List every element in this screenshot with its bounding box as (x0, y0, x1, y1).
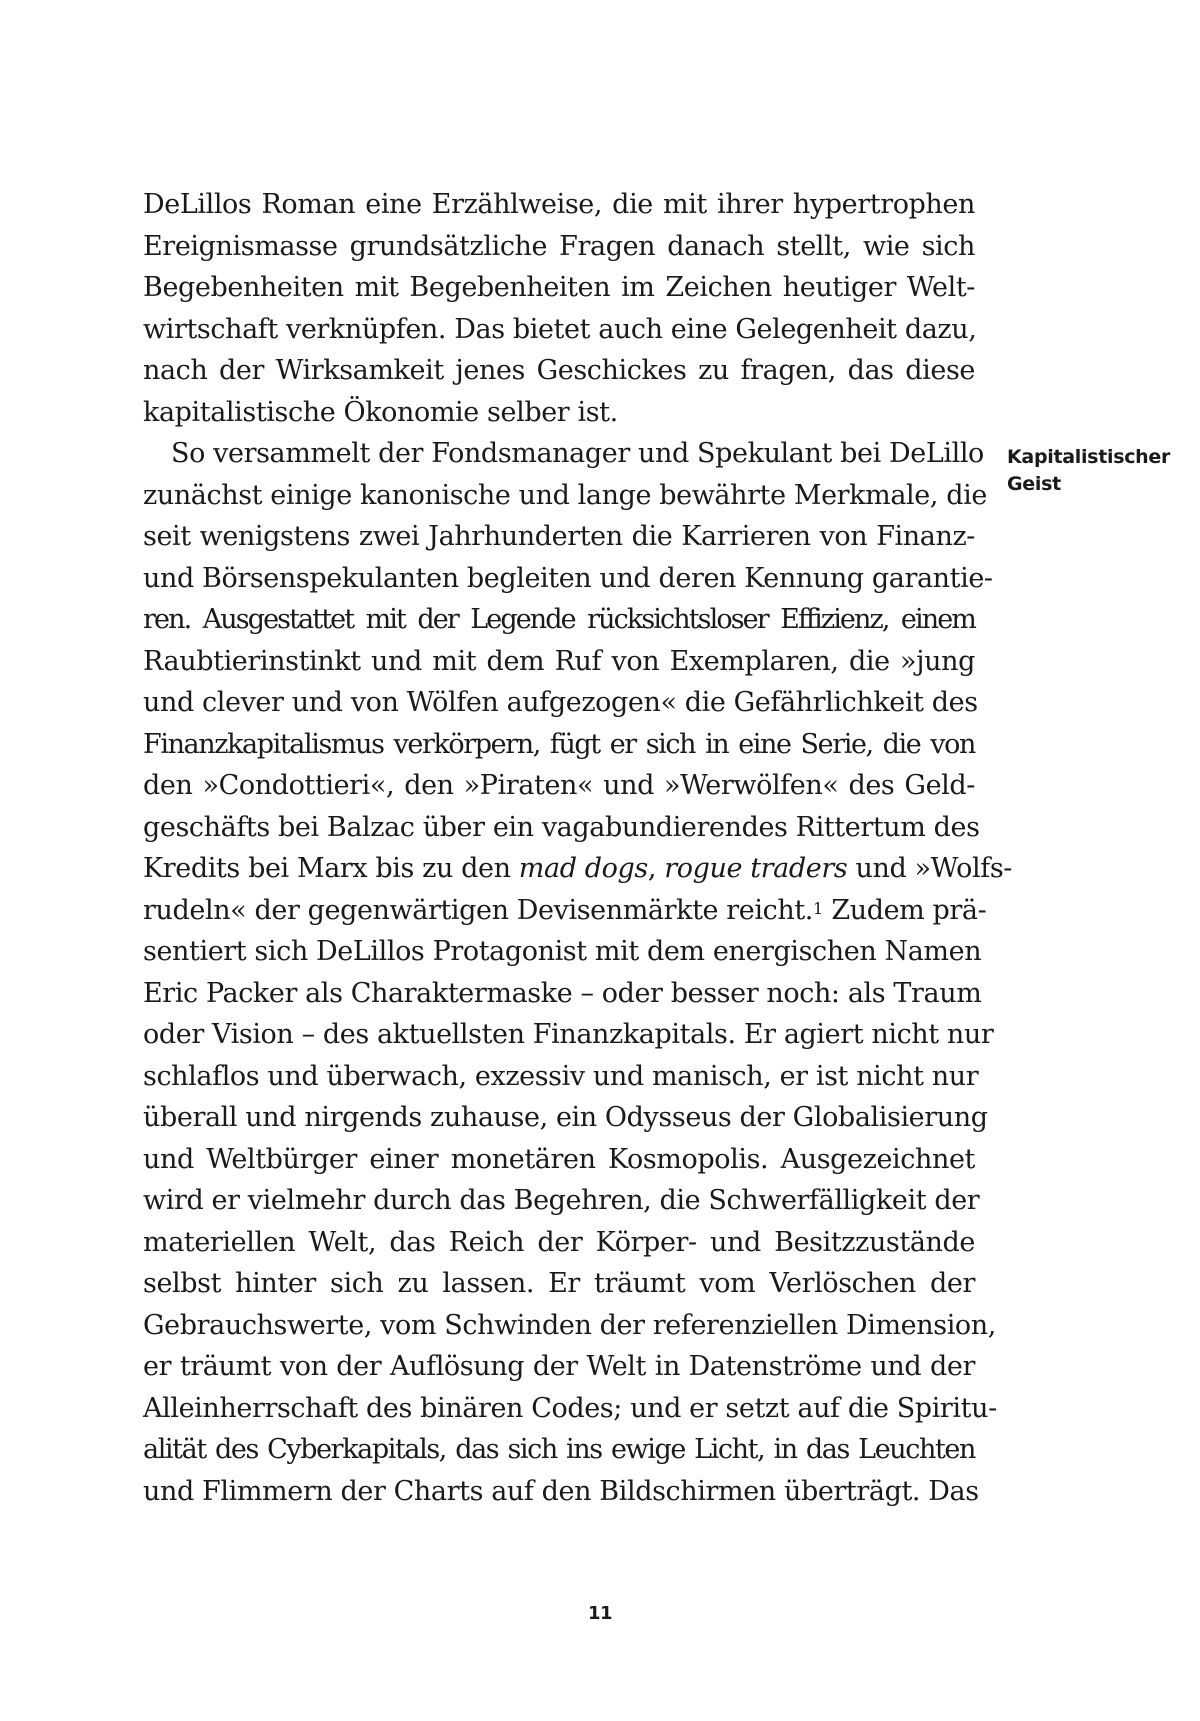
text-line: selbst hinter sich zu lassen. Er träumt vom Verlöschen der (143, 1268, 975, 1299)
text-line: und clever und von Wölfen aufgezogen« die Gefährlichkeit des (143, 687, 978, 718)
text-line: schlaflos und überwach, exzessiv und manisch, er ist nicht nur (143, 1060, 979, 1092)
text-line: Gebrauchswerte, vom Schwinden der referenziellen Dimension, (143, 1309, 996, 1341)
text-line: materiellen Welt, das Reich der Körper- und Besitzzustände (143, 1226, 975, 1258)
text-run: und »Wolfs- (847, 853, 1013, 884)
text-line: zunächst einige kanonische und lange bewährte Merkmale, die (143, 479, 987, 511)
text-line: geschäfts bei Balzac über ein vagabundierendes Rittertum des (143, 811, 980, 843)
text-line: den »Condottieri«, den »Piraten« und »Werwölfen« des Geld- (143, 770, 975, 801)
footnote-marker[interactable]: 1 (812, 898, 824, 918)
text-line: wirtschaft verknüpfen. Das bietet auch eine Gelegenheit dazu, (143, 313, 977, 345)
text-line: Begebenheiten mit Begebenheiten im Zeichen heutiger Welt- (143, 272, 975, 303)
paragraph-1 (143, 184, 975, 433)
text-line (143, 848, 1013, 890)
text-line: und Flimmern der Charts auf den Bildschirmen überträgt. Das (143, 1475, 979, 1507)
text-line: DeLillos Roman eine Erzählweise, die mit ihrer hypertrophen (143, 189, 975, 220)
text-line: und Börsenspekulanten begleiten und deren Kennung garantie- (143, 562, 993, 594)
text-line: alität des Cyberkapitals, das sich ins ewige Licht, in das Leuchten (143, 1434, 975, 1465)
text-line: oder Vision – des aktuellsten Finanzkapitals. Er agiert nicht nur (143, 1019, 994, 1050)
page-number: 11 (587, 1603, 613, 1624)
italic-term: mad dogs (518, 853, 648, 884)
text-line: Alleinherrschaft des binären Codes; und er setzt auf die Spiritu- (143, 1392, 997, 1424)
text-line: Finanzkapitalismus verkörpern, fügt er sich in eine Serie, die von (143, 728, 975, 760)
text-line: ren. Ausgestattet mit der Legende rücksichtsloser Effizienz, einem (143, 604, 975, 635)
text-line: nach der Wirksamkeit jenes Geschickes zu fragen, das diese (143, 355, 975, 386)
text-line: So versammelt der Fondsmanager und Spekulant bei DeLillo (171, 438, 984, 469)
text-line: seit wenigstens zwei Jahrhunderten die Karrieren von Finanz- (143, 521, 975, 552)
text-line: wird er vielmehr durch das Begehren, die Schwerfälligkeit der (143, 1185, 980, 1216)
text-line: Eric Packer als Charaktermaske – oder besser noch: als Traum (143, 977, 982, 1009)
paragraph-2 (143, 433, 1013, 1512)
text-run: Kredits bei Marx bis zu den (143, 853, 519, 884)
text-line: überall und nirgends zuhause, ein Odysseus der Globalisierung (143, 1102, 988, 1133)
body-text (143, 184, 1013, 1512)
text-run: Zudem prä- (823, 894, 987, 926)
text-line: Ereignismasse grundsätzliche Fragen danach stellt, wie sich (143, 230, 975, 262)
italic-term: rogue traders (664, 853, 848, 884)
text-line (143, 890, 987, 932)
marginal-note-line: Geist (1007, 473, 1061, 495)
text-line: kapitalistische Ökonomie selber ist. (143, 396, 618, 428)
text-line: und Weltbürger einer monetären Kosmopolis. Ausgezeichnet (143, 1143, 975, 1175)
text-line: Raubtierinstinkt und mit dem Ruf von Exemplaren, die »jung (143, 645, 975, 677)
marginal-note (1007, 444, 1187, 498)
marginal-note-line: Kapitalistischer (1007, 446, 1171, 468)
text-line: sentiert sich DeLillos Protagonist mit dem energischen Namen (143, 936, 982, 967)
text-run: , (647, 853, 665, 884)
text-line: er träumt von der Auflösung der Welt in Datenströme und der (143, 1351, 975, 1382)
text-run: rudeln« der gegenwärtigen Devisenmärkte reicht. (143, 894, 813, 926)
